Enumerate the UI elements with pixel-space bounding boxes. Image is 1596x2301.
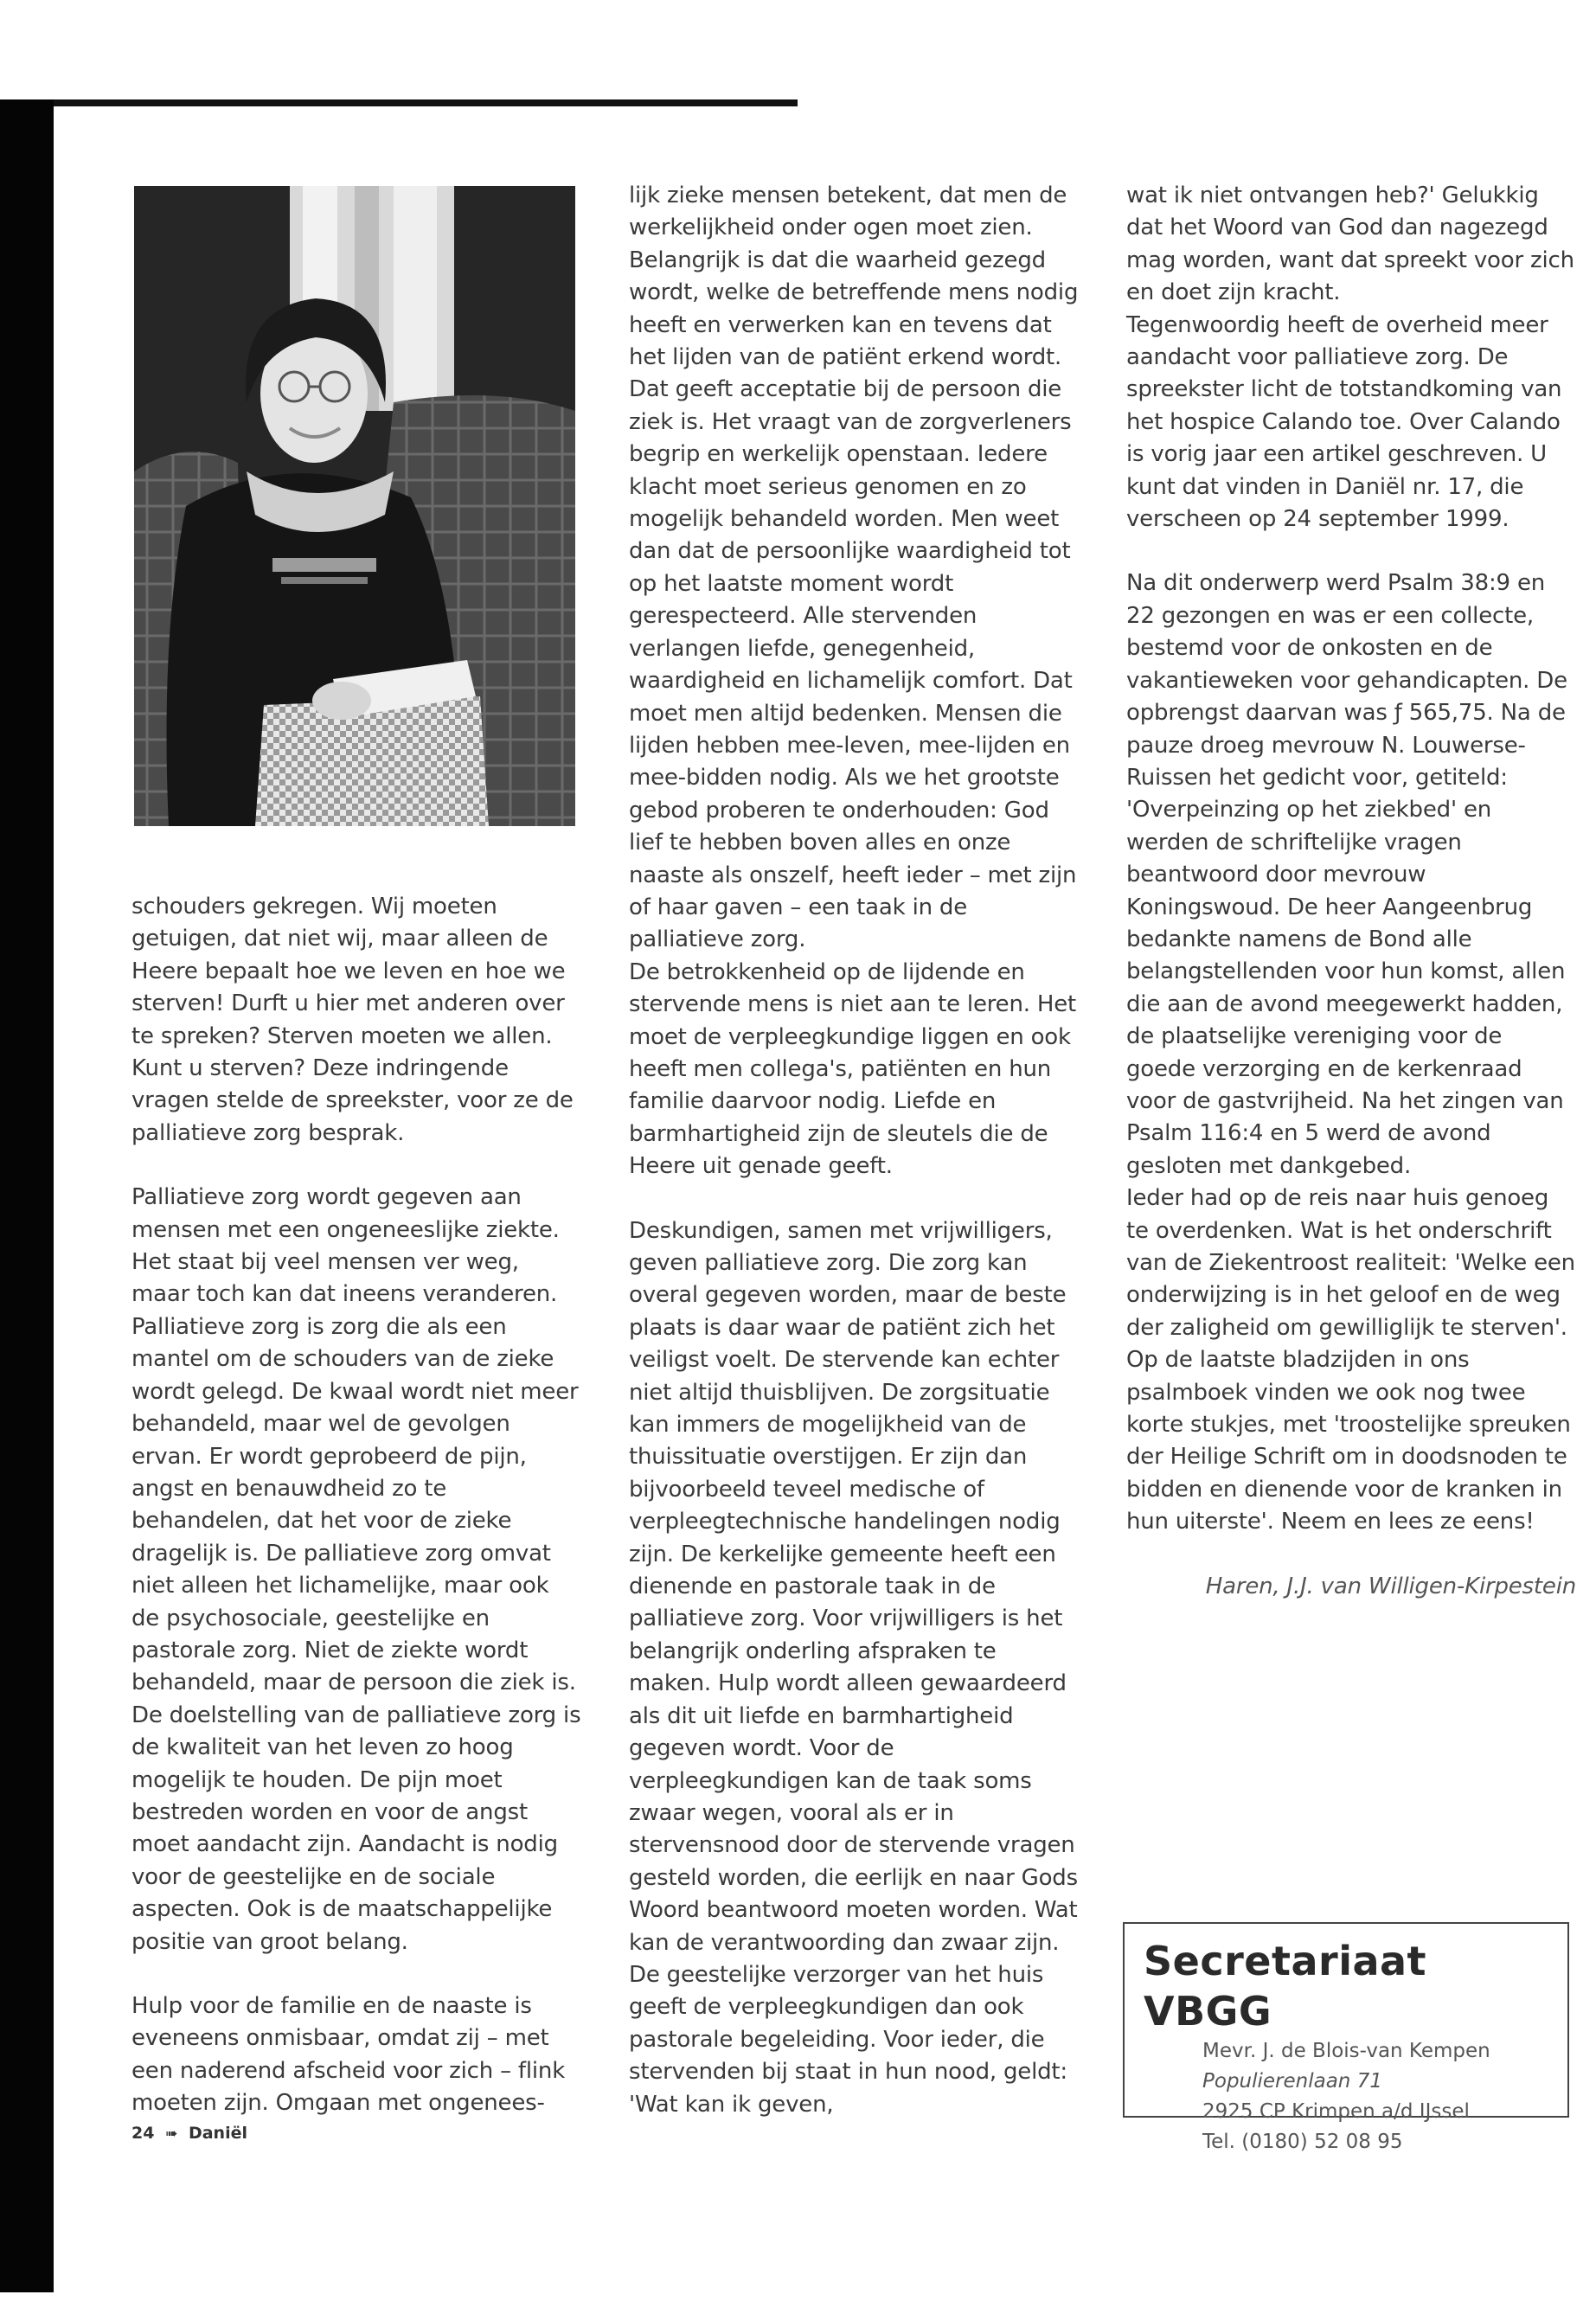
speaker-photo bbox=[134, 186, 575, 826]
col2-paragraph: Deskundigen, samen met vrijwilligers, geven palliatieve zorg. Die zorg kan overal gegeven worden, maar de beste plaats is daar waar de patiënt zich het veiligst voelt. De stervende kan echter niet altijd thuisblijven. De zorgsituatie kan immers de mogelijkheid van de thuissituatie overstijgen. Er zijn dan bijvoorbeeld teveel medische of verpleegtechnische handelingen nodig zijn. De kerkelijke gemeente heeft een dienende en pastorale taak in de palliatieve zorg. Voor vrijwilligers is het belangrijk onderling afspraken te maken. Hulp wordt alleen gewaardeerd als dit uit liefde en barmhartigheid gegeven wordt. Voor de verpleegkundigen kan de taak soms zwaar wegen, vooral als er in stervensnood door de stervende vragen gesteld worden, die eerlijk en naar Gods Woord beantwoord moeten worden. Wat kan de verantwoording dan zwaar zijn. De geestelijke verzorger van het huis geeft de verpleegkundigen dan ook pastorale begeleiding. Voor ieder, die stervenden bij staat in hun nood, geldt: 'Wat kan ik geven, bbox=[629, 1217, 1078, 2118]
column-2 bbox=[629, 180, 1083, 2153]
scan-edge-bar bbox=[0, 99, 54, 2292]
col3-paragraph: Na dit onderwerp werd Psalm 38:9 en 22 gezongen en was er een collecte, bestemd voor de onkosten en de vakantieweken voor gehandicapten. De opbrengst daarvan was ƒ 565,75. Na de pauze droeg mevrouw N. Louwerse-Ruissen het gedicht voor, getiteld: 'Overpeinzing op het ziekbed' en werden de schriftelijke vragen beantwoord door mevrouw Koningswoud. De heer Aangeenbrug bedankte namens de Bond alle belangstellenden voor hun komst, allen die aan de avond meegewerkt hadden, de plaatselijke vereniging voor de goede verzorging en de kerkenraad voor de gastvrijheid. Na het zingen van Psalm 116:4 en 5 werd de avond gesloten met dankgebed. Ieder had op de reis naar huis genoeg te overdenken. Wat is het onderschrift van de Ziekentroost realiteit: 'Welke een onderwijzing is in het geloof en de weg der zaligheid om gewilliglijk te sterven'. Op de laatste bladzijden in ons psalmboek vinden we ook nog twee korte stukjes, met 'troostelijke spreuken der Heilige Schrift om in doodsnoden te bidden en dienende voor de kranken in hun uiterste'. Neem en lees ze eens! bbox=[1126, 570, 1575, 1535]
top-rule bbox=[54, 99, 798, 106]
col2-paragraph: lijk zieke mensen betekent, dat men de werkelijkheid onder ogen moet zien. Belangrijk is dat die waarheid gezegd wordt, welke de betreffende mens nodig heeft en verwerken kan en tevens dat het lijden van de patiënt erkend wordt. Dat geeft acceptatie bij de persoon die ziek is. Het vraagt van de zorgverleners begrip en werkelijk openstaan. Iedere klacht moet serieus genomen en zo mogelijk behandeld worden. Men weet dan dat de persoonlijke waardigheid tot op het laatste moment wordt gerespecteerd. Alle stervenden verlangen liefde, genegenheid, waardigheid en lichamelijk comfort. Dat moet men altijd bedenken. Mensen die lijden hebben mee-leven, mee-lijden en mee-bidden nodig. Als we het grootste gebod proberen te onderhouden: God lief te hebben boven alles en onze naaste als onszelf, heeft ieder – met zijn of haar gaven – een taak in de palliatieve zorg. De betrokkenheid op de lijdende en stervende mens is niet aan te leren. Het moet de verpleegkundige liggen en ook heeft men collega's, patiënten en hun familie daarvoor nodig. Liefde en barmhartigheid zijn de sleutels die de Heere uit genade geeft. bbox=[629, 183, 1079, 1180]
contact-phone: Tel. (0180) 52 08 95 bbox=[1202, 2131, 1403, 2153]
contact-city: 2925 CP Krimpen a/d IJssel bbox=[1202, 2100, 1470, 2123]
col1-paragraph: Palliatieve zorg wordt gegeven aan mensen met een ongeneeslijke ziekte. Het staat bij veel mensen ver weg, maar toch kan dat ineens veranderen. Palliatieve zorg is zorg die als een mantel om de schouders van de zieke wordt gelegd. De kwaal wordt niet meer behandeld, maar wel de gevolgen ervan. Er wordt geprobeerd de pijn, angst en benauwdheid zo te behandelen, dat het voor de zieke dragelijk is. De palliatieve zorg omvat niet alleen het lichamelijke, maar ook de psychosociale, geestelijke en pastorale zorg. Niet de ziekte wordt behandeld, maar de persoon die ziek is. De doelstelling van de palliatieve zorg is de kwaliteit van het leven zo hoog mogelijk te houden. De pijn moet bestreden worden en voor de angst moet aandacht zijn. Aandacht is nodig voor de geestelijke en de sociale aspecten. Ook is de maatschappelijke positie van groot belang. bbox=[131, 1184, 581, 1955]
author-signature: Haren, J.J. van Willigen-Kirpestein bbox=[1205, 1573, 1576, 1599]
col1-paragraph: Hulp voor de familie en de naaste is eveneens onmisbaar, omdat zij – met een naderend afscheid voor zich – flink moeten zijn. Omgaan met ongenees- bbox=[131, 1993, 566, 2117]
column-1 bbox=[131, 891, 581, 2152]
page-number: 24 bbox=[131, 2124, 155, 2143]
contact-street: Populierenlaan 71 bbox=[1202, 2070, 1382, 2093]
column-3 bbox=[1126, 180, 1576, 1635]
page-footer bbox=[131, 2124, 247, 2143]
col3-paragraph: wat ik niet ontvangen heb?' Gelukkig dat het Woord van God dan nagezegd mag worden, want dat spreekt voor zich en doet zijn kracht. Tegenwoordig heeft de overheid meer aandacht voor palliatieve zorg. De spreekster licht de totstandkoming van het hospice Calando toe. Over Calando is vorig jaar een artikel geschreven. U kunt dat vinden in Daniël nr. 17, die verscheen op 24 september 1999. bbox=[1126, 183, 1574, 533]
magazine-name: Daniël bbox=[188, 2124, 247, 2143]
col1-paragraph: schouders gekregen. Wij moeten getuigen, dat niet wij, maar alleen de Heere bepaalt hoe we leven en hoe we sterven! Durft u hier met anderen over te spreken? Sterven moeten we allen. Kunt u sterven? Deze indringende vragen stelde de spreekster, voor ze de palliatieve zorg besprak. bbox=[131, 894, 574, 1146]
secretariat-box bbox=[1123, 1922, 1569, 2153]
arrow-icon: ➠ bbox=[165, 2125, 178, 2143]
box-title: Secretariaat VBGG bbox=[1144, 1938, 1427, 2035]
contact-name: Mevr. J. de Blois-van Kempen bbox=[1202, 2040, 1490, 2062]
